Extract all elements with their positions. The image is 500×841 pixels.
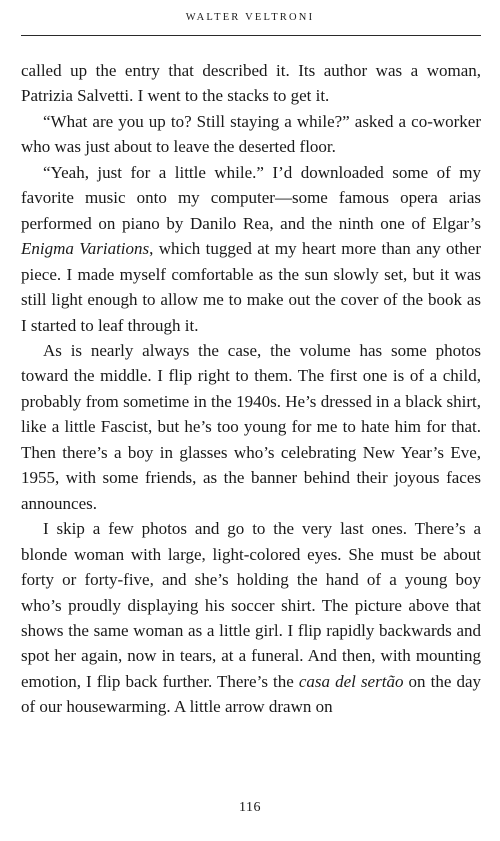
paragraph-1: called up the entry that described it. Its author was a woman, Patrizia Salvetti. I went to the stacks to get it.: [21, 61, 481, 106]
paragraph-3-text-after: , which tugged at my heart more than any other piece. I made myself comfortable as the sun slowly set, but it was still light enough to allow me to make out the cover of the book as I started to leaf through it.: [21, 239, 481, 335]
page-number: 116: [239, 800, 261, 815]
body-text: [21, 58, 481, 720]
paragraph-5: [21, 516, 481, 720]
header-rule: [21, 35, 481, 36]
paragraph-5-text-after: on the day of our housewarming. A little arrow drawn on: [21, 671, 481, 717]
work-title-italic: Enigma Variations: [21, 239, 150, 259]
paragraph-5-text-before: I skip a few photos and go to the very last ones. There’s a blonde woman with large, light-colored eyes. She must be about forty or forty-five, and she’s holding the hand of a young boy who’s proudly displaying his soccer shirt. The picture above that shows the same woman as a little girl. I flip rapidly backwards and spot her again, now in tears, at a funeral. And then, with mounting emotion, I flip back further. There’s the: [21, 519, 481, 691]
paragraph-4: As is nearly always the case, the volume has some photos toward the middle. I flip right to them. The first one is of a child, probably from sometime in the 1940s. He’s dressed in a black shirt, like a little Fascist, but he’s too young for me to hate him for that. Then there’s a boy in glasses who’s celebrating New Year’s Eve, 1955, with some friends, as the banner behind their joyous faces announces.: [21, 340, 481, 513]
place-name-italic: casa del sertão: [298, 671, 404, 691]
paragraph-3-text-before: “Yeah, just for a little while.” I’d downloaded some of my favorite music onto my computer—some famous opera arias performed on piano by Danilo Rea, and the ninth one of Elgar’s: [21, 162, 481, 233]
running-head: WALTER VELTRONI: [185, 12, 315, 23]
paragraph-2: “What are you up to? Still staying a while?” asked a co-worker who was just about to leave the deserted floor.: [21, 111, 481, 157]
paragraph-3: [21, 160, 481, 338]
